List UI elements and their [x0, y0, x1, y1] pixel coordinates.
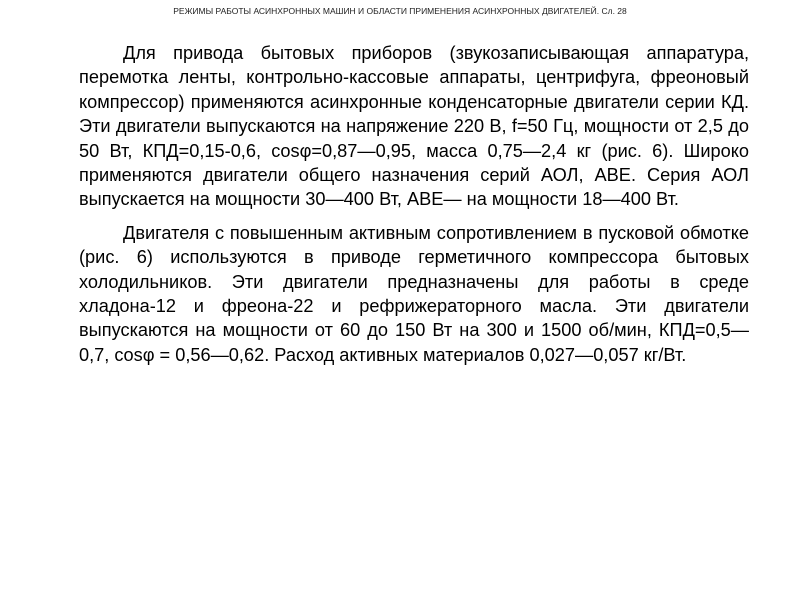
paragraph-household-motors: Для привода бытовых приборов (звукозаписывающая аппаратура, перемотка ленты, контрольно-кассовые аппараты, центрифуга, фреоновый компрессор) применяются асинхронные конденсаторные двигатели серии КД. Эти двигатели выпускаются на напряжение 220 В, f=50 Гц, мощности от 2,5 до 50 Вт, КПД=0,15-0,6, cosφ=0,87—0,95, масса 0,75—2,4 кг (рис. 6). Широко применяются двигатели общего назначения серий АОЛ, АВЕ. Серия АОЛ выпускается на мощности 30—400 Вт, АВЕ— на мощности 18—400 Вт.	[79, 43, 749, 210]
slide-header: РЕЖИМЫ РАБОТЫ АСИНХРОННЫХ МАШИН И ОБЛАСТИ ПРИМЕНЕНИЯ АСИНХРОННЫХ ДВИГАТЕЛЕЙ. Сл. 28	[173, 6, 627, 16]
paragraph-compressor-motors: Двигателя с повышенным активным сопротивлением в пусковой обмотке (рис. 6) используются в приводе герметичного компрессора бытовых холодильников. Эти двигатели предназначены для работы в среде хладона-12 и фреона-22 и рефрижераторного масла. Эти двигатели выпускаются на мощности от 60 до 150 Вт на 300 и 1500 об/мин, КПД=0,5—0,7, cosφ = 0,56—0,62. Расход активных материалов 0,027—0,057 кг/Вт.	[79, 222, 749, 365]
slide-body	[79, 41, 749, 367]
